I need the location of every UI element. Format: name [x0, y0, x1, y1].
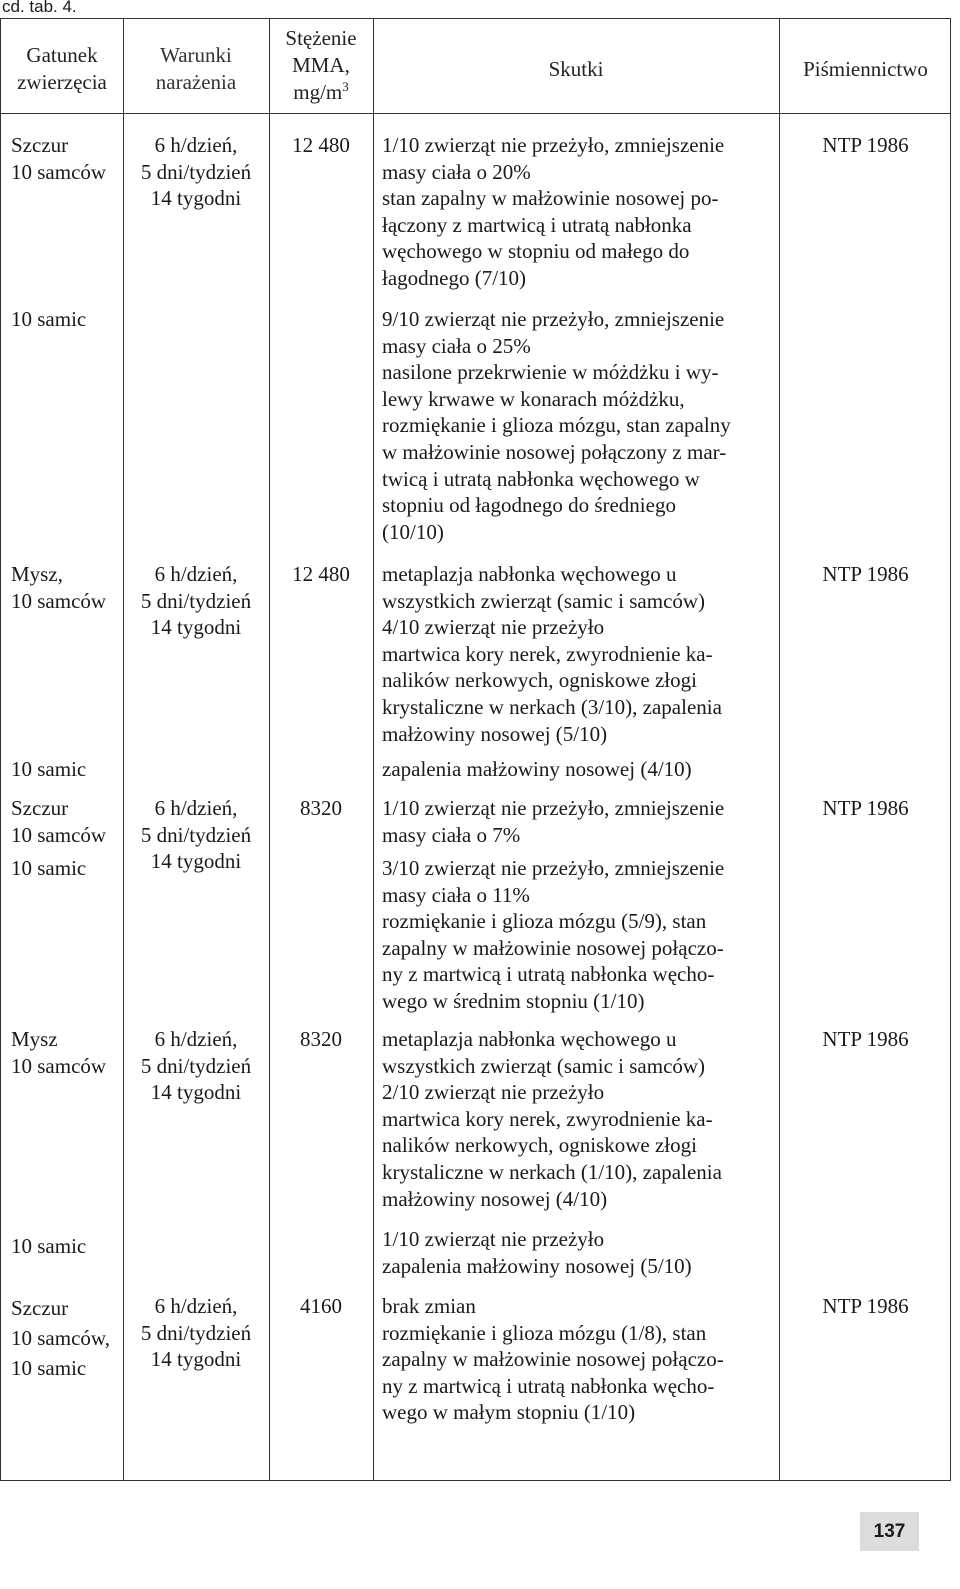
row-effects: zapalenia małżowiny nosowej (4/10): [382, 757, 692, 781]
row-species: 10 samic: [11, 1234, 87, 1258]
row-conditions: 6 h/dzień, 5 dni/tydzień 14 tygodni: [140, 562, 252, 640]
header-species: Gatunek zwierzęcia: [17, 43, 107, 94]
row-concentration: 8320: [300, 796, 342, 820]
row-effects: 1/10 zwierząt nie przeżyło, zmniejszenie masy ciała o 7%: [382, 796, 725, 847]
row-concentration: 8320: [300, 1027, 342, 1051]
column-divider: [779, 19, 780, 1480]
row-effects: 3/10 zwierząt nie przeżyło, zmniejszenie masy ciała o 11% rozmiękanie i glioza mózgu (5/9), stan zapalny w małżowinie nosowej połączo- ny z martwicą i utratą nabłonka węcho- wego w średnim stopniu (1/10): [382, 856, 725, 1013]
header-effects: Skutki: [548, 57, 604, 81]
row-literature: NTP 1986: [822, 133, 909, 157]
row-species: Szczur 10 samców: [11, 796, 107, 847]
row-effects: 1/10 zwierząt nie przeżyło, zmniejszenie masy ciała o 20% stan zapalny w małżowinie nosowej po- łączony z martwicą i utratą nabłonka węchowego w stopniu od małego do łagodnego (7/10): [382, 133, 725, 290]
row-effects: metaplazja nabłonka węchowego u wszystkich zwierząt (samic i samców) 2/10 zwierząt nie przeżyło martwica kory nerek, zwyrodnienie ka- nalików nerkowych, ogniskowe złogi krystaliczne w nerkach (1/10), zapalenia małżowiny nosowej (4/10): [382, 1027, 722, 1211]
row-literature: NTP 1986: [822, 1294, 909, 1318]
column-divider: [123, 19, 124, 1480]
row-literature: NTP 1986: [822, 796, 909, 820]
row-concentration: 12 480: [292, 562, 350, 586]
row-effects: metaplazja nabłonka węchowego u wszystkich zwierząt (samic i samców) 4/10 zwierząt nie przeżyło martwica kory nerek, zwyrodnienie ka- nalików nerkowych, ogniskowe złogi krystaliczne w nerkach (3/10), zapalenia małżowiny nosowej (5/10): [382, 562, 722, 746]
row-effects: brak zmian rozmiękanie i glioza mózgu (1/8), stan zapalny w małżowinie nosowej połączo- ny z martwicą i utratą nabłonka węcho- wego w małym stopniu (1/10): [382, 1294, 724, 1425]
row-species: 10 samic: [11, 757, 87, 781]
row-species: 10 samic: [11, 856, 87, 880]
table-continuation-label: cd. tab. 4.: [2, 0, 77, 16]
row-conditions: 6 h/dzień, 5 dni/tydzień 14 tygodni: [140, 796, 252, 874]
page-number: 137: [860, 1512, 919, 1551]
column-divider: [269, 19, 270, 1480]
header-divider: [1, 113, 950, 114]
row-species: Szczur 10 samców: [11, 133, 107, 184]
header-literature: Piśmiennictwo: [803, 57, 928, 81]
row-conditions: 6 h/dzień, 5 dni/tydzień 14 tygodni: [140, 133, 252, 211]
row-literature: NTP 1986: [822, 562, 909, 586]
header-conditions: Warunki narażenia: [155, 43, 237, 94]
row-species: Szczur 10 samców, 10 samic: [11, 1296, 110, 1380]
row-species: Mysz, 10 samców: [11, 562, 107, 613]
row-concentration: 4160: [300, 1294, 342, 1318]
row-species: 10 samic: [11, 307, 87, 331]
row-literature: NTP 1986: [822, 1027, 909, 1051]
column-divider: [373, 19, 374, 1480]
row-conditions: 6 h/dzień, 5 dni/tydzień 14 tygodni: [140, 1027, 252, 1105]
row-concentration: 12 480: [292, 133, 350, 157]
header-concentration: Stężenie MMA, $mg/m^3$: [285, 26, 357, 104]
row-effects: 9/10 zwierząt nie przeżyło, zmniejszenie masy ciała o 25% nasilone przekrwienie w móżdżku i wy- lewy krwawe w konarach móżdżku, rozmiękanie i glioza mózgu, stan zapalny w małżowinie nosowej połączony z mar- twicą i utratą nabłonka węchowego w stopniu od łagodnego do średniego (10/10): [382, 307, 731, 544]
row-effects: 1/10 zwierząt nie przeżyło zapalenia małżowiny nosowej (5/10): [382, 1227, 692, 1278]
row-species: Mysz 10 samców: [11, 1027, 107, 1078]
row-conditions: 6 h/dzień, 5 dni/tydzień 14 tygodni: [140, 1294, 252, 1372]
mma-toxicity-table: [0, 18, 951, 1481]
